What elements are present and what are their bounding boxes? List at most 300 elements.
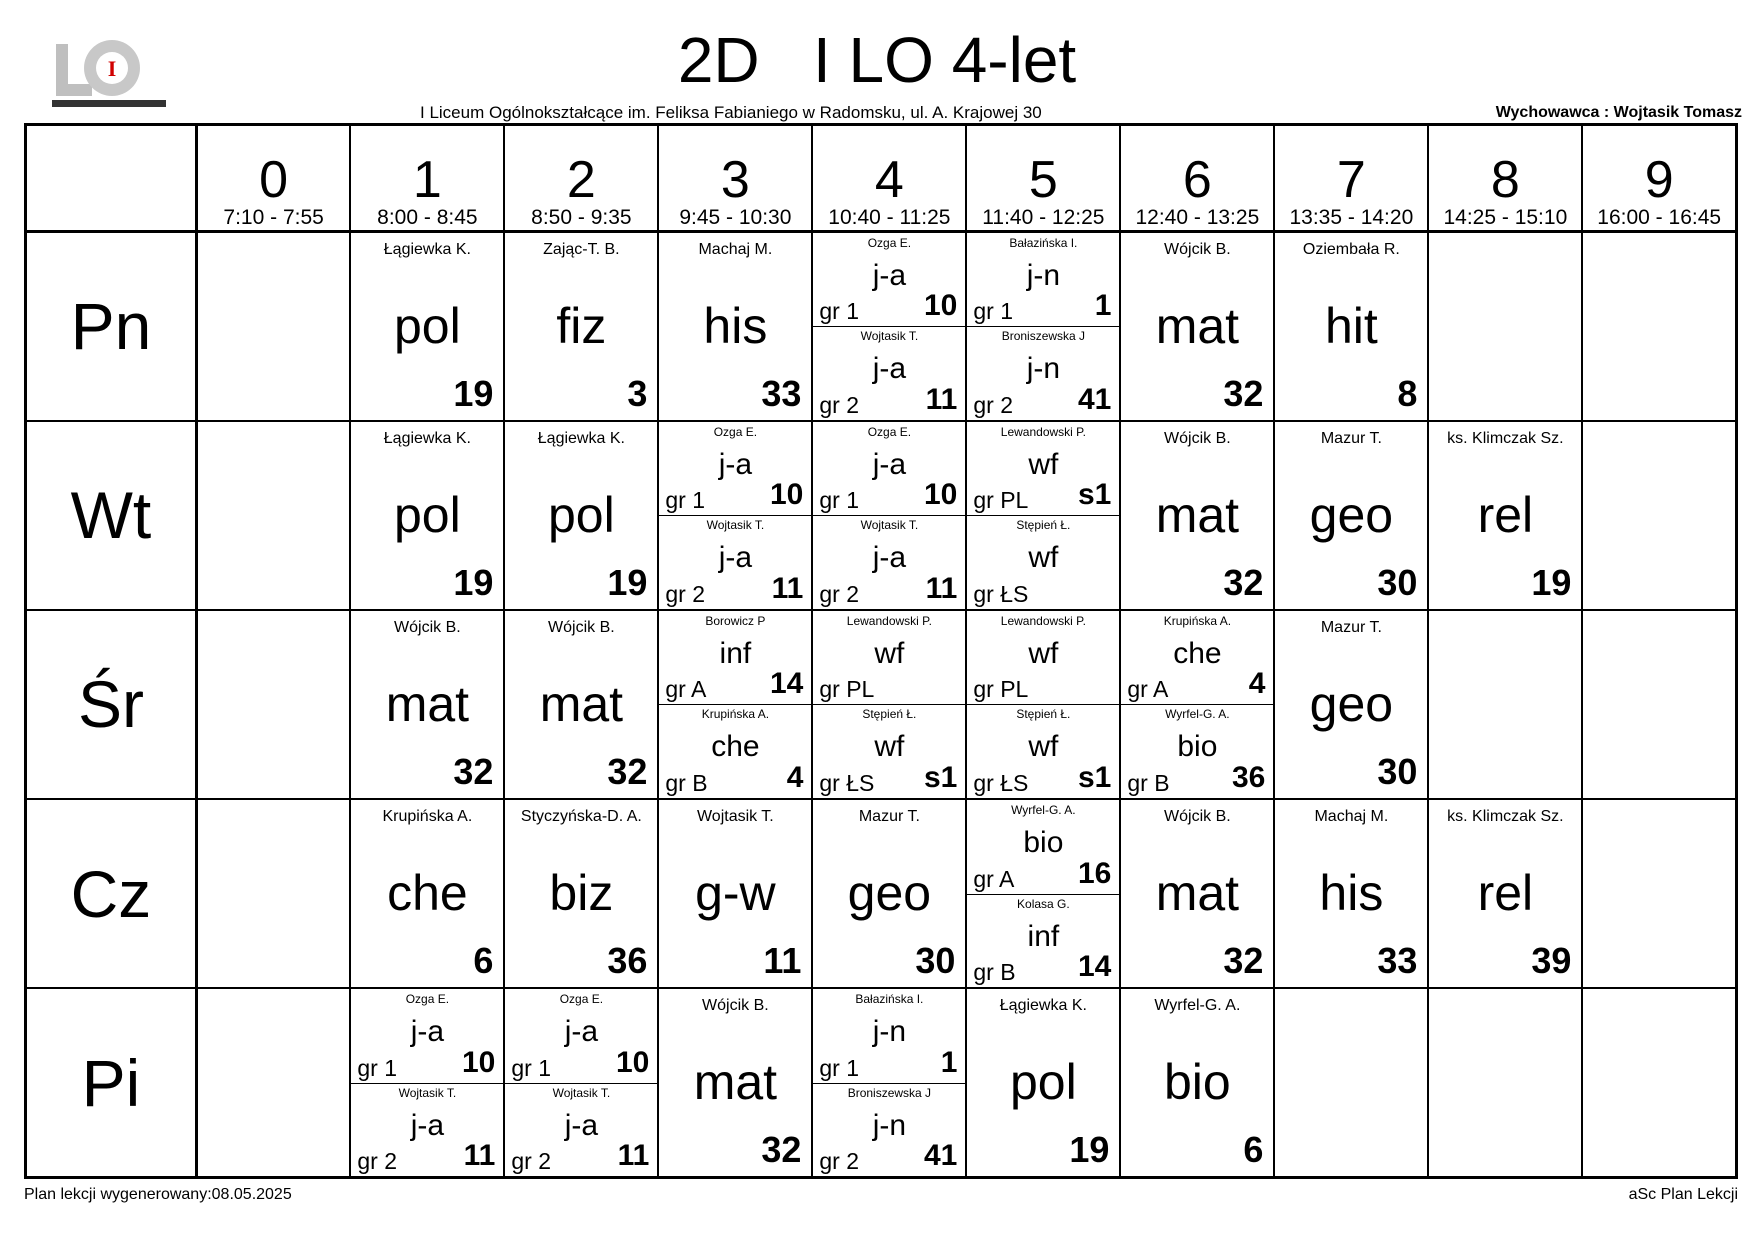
room-number: 32	[453, 751, 494, 793]
group-name: gr A	[665, 676, 707, 703]
empty-cell	[1582, 610, 1736, 799]
teacher-name: Wyrfel-G. A.	[1154, 997, 1241, 1015]
group-lesson[interactable]	[659, 422, 811, 517]
room-number: 41	[924, 1139, 958, 1172]
group-name: gr 1	[819, 487, 860, 514]
subject-name: geo	[1309, 486, 1394, 543]
empty-cell	[196, 799, 350, 988]
room-number: 1	[1094, 289, 1112, 323]
room-number: 32	[1223, 372, 1264, 414]
teacher-name: Oziembała R.	[1302, 241, 1400, 258]
teacher-name: Broniszewska J	[847, 1085, 932, 1100]
subject-name: j-a	[718, 447, 753, 481]
group-lesson[interactable]	[351, 989, 503, 1083]
subject-name: bio	[1164, 1054, 1231, 1111]
lesson[interactable]	[1121, 800, 1273, 987]
group-lesson[interactable]	[967, 894, 1119, 988]
room-number: 32	[1223, 561, 1264, 603]
day-label: Pi	[26, 988, 197, 1177]
group-lesson[interactable]	[967, 704, 1119, 798]
lesson[interactable]	[1121, 989, 1273, 1176]
lesson[interactable]	[351, 800, 503, 987]
lesson[interactable]	[659, 989, 811, 1176]
group-name: gr 1	[973, 298, 1014, 325]
lesson-cell[interactable]	[1120, 799, 1274, 988]
group-lesson[interactable]	[967, 422, 1119, 517]
period-header-7	[1274, 125, 1428, 232]
room-number: 11	[771, 571, 804, 605]
period-header-6	[1120, 125, 1274, 232]
period-header-8	[1428, 125, 1582, 232]
group-lesson[interactable]	[813, 233, 965, 327]
logo-underline	[52, 100, 166, 107]
subject-name: j-a	[564, 1108, 599, 1142]
room-number: 10	[770, 478, 804, 512]
room-number: 19	[1531, 561, 1572, 603]
subject-name: pol	[1010, 1054, 1077, 1111]
room-number: 30	[915, 940, 956, 982]
period-number: 8	[1490, 151, 1520, 209]
teacher-name: Wójcik B.	[1164, 429, 1231, 447]
teacher-name: Lewandowski P.	[1000, 424, 1086, 439]
group-name: gr 2	[819, 580, 860, 607]
teacher-name: Styczyńska-D. A.	[520, 808, 642, 826]
teacher-name: Wyrfel-G. A.	[1011, 803, 1076, 818]
subject-name: wf	[1028, 447, 1059, 481]
subject-name: j-n	[872, 1015, 907, 1049]
subject-name: fiz	[556, 298, 607, 354]
lesson-cell[interactable]	[1428, 421, 1582, 610]
group-lesson[interactable]	[1121, 611, 1273, 706]
lesson-cell[interactable]	[1274, 799, 1428, 988]
empty-cell	[196, 610, 350, 799]
group-name: gr PL	[973, 487, 1029, 514]
room-number: 32	[761, 1129, 802, 1170]
subject-name: pol	[394, 486, 461, 543]
room-number: s1	[1078, 478, 1112, 512]
teacher-name: Łągiewka K.	[383, 429, 471, 447]
period-number: 1	[412, 151, 442, 209]
day-row-Cz	[26, 799, 1737, 988]
room-number: 19	[607, 561, 648, 603]
period-number: 4	[874, 151, 904, 209]
subject-name: j-a	[872, 447, 907, 481]
subject-name: wf	[1028, 541, 1059, 575]
empty-cell	[1428, 232, 1582, 421]
subject-name: che	[387, 865, 468, 922]
group-name: gr B	[665, 770, 708, 797]
lesson[interactable]	[1429, 800, 1581, 987]
subject-name: biz	[549, 865, 614, 922]
lesson[interactable]	[1275, 800, 1427, 987]
teacher-name: Łągiewka K.	[999, 997, 1087, 1015]
group-name: gr A	[1127, 676, 1169, 703]
period-number: 6	[1182, 151, 1212, 209]
room-number: 30	[1377, 561, 1418, 603]
lesson-cell[interactable]	[966, 988, 1120, 1177]
group-name: gr ŁS	[819, 770, 875, 797]
period-number: 9	[1644, 151, 1674, 209]
subject-name: wf	[1028, 730, 1059, 764]
day-label: Cz	[26, 799, 197, 988]
group-lesson[interactable]	[967, 611, 1119, 706]
room-number: 10	[924, 289, 958, 323]
lesson-cell[interactable]	[350, 232, 504, 421]
room-number: 1	[940, 1045, 958, 1079]
room-number: 32	[1223, 940, 1264, 982]
period-time: 8:00 - 8:45	[377, 206, 478, 229]
teacher-name: Machaj M.	[1314, 808, 1389, 826]
group-lesson[interactable]	[659, 515, 811, 609]
room-number: 10	[924, 478, 958, 512]
subject-name: geo	[847, 865, 932, 922]
lesson[interactable]	[1275, 422, 1427, 609]
teacher-name: Wójcik B.	[702, 997, 769, 1015]
room-number: 30	[1377, 751, 1418, 793]
empty-cell	[1582, 232, 1736, 421]
lesson[interactable]	[351, 233, 503, 420]
lesson[interactable]	[967, 989, 1119, 1176]
period-time: 9:45 - 10:30	[679, 206, 792, 229]
room-number: 11	[925, 382, 958, 416]
group-name: gr 1	[511, 1054, 552, 1081]
teacher-name: Krupińska A.	[701, 707, 770, 722]
period-header-2	[504, 125, 658, 232]
school-name: I Liceum Ogólnokształcące im. Feliksa Fabianiego w Radomsku, ul. A. Krajowej 30	[420, 103, 1042, 122]
group-name: gr PL	[973, 676, 1029, 703]
room-number: 16	[1078, 856, 1112, 890]
lesson[interactable]	[1275, 233, 1427, 420]
teacher-name: Krupińska A.	[382, 808, 473, 826]
lesson-cell[interactable]	[504, 421, 658, 610]
subject-name: j-a	[718, 541, 753, 575]
teacher-name: Ozga E.	[405, 992, 450, 1007]
lesson[interactable]	[1121, 233, 1273, 420]
empty-cell	[1582, 421, 1736, 610]
subject-name: mat	[1155, 865, 1240, 922]
group-lesson[interactable]	[1121, 704, 1273, 798]
lesson-cell[interactable]	[658, 799, 812, 988]
page-title: 2D I LO 4-let	[677, 24, 1077, 96]
room-number: 19	[1069, 1129, 1110, 1170]
teacher-name: Wójcik B.	[1164, 808, 1231, 826]
lesson-cell[interactable]	[350, 610, 504, 799]
group-lesson[interactable]	[813, 515, 965, 609]
teacher-name: Ozga E.	[867, 236, 912, 250]
lesson[interactable]	[351, 422, 503, 609]
lesson-cell[interactable]	[658, 232, 812, 421]
room-number: 10	[616, 1045, 650, 1079]
teacher-name: Wójcik B.	[548, 618, 615, 636]
group-lesson[interactable]	[659, 611, 811, 706]
empty-cell	[196, 232, 350, 421]
group-lesson[interactable]	[659, 704, 811, 798]
period-number: 3	[720, 151, 750, 209]
lesson-cell[interactable]	[812, 610, 966, 799]
room-number: 11	[463, 1139, 496, 1172]
subject-name: his	[703, 298, 768, 354]
lesson-cell[interactable]	[1274, 421, 1428, 610]
lesson-cell[interactable]	[504, 799, 658, 988]
teacher-name: Bałazińska I.	[855, 992, 924, 1007]
room-number: 6	[1243, 1129, 1264, 1170]
subject-name: mat	[539, 675, 624, 732]
group-name: gr B	[973, 959, 1016, 986]
room-number: s1	[1078, 761, 1112, 795]
teacher-name: Bałazińska I.	[1009, 236, 1078, 250]
lesson[interactable]	[1275, 611, 1427, 798]
generated-date: Plan lekcji wygenerowany:08.05.2025	[24, 1186, 292, 1203]
lesson[interactable]	[505, 800, 657, 987]
group-name: gr 1	[819, 1054, 860, 1081]
day-row-Pi	[26, 988, 1737, 1177]
lesson-cell[interactable]	[812, 421, 966, 610]
lesson-cell[interactable]	[350, 421, 504, 610]
group-lesson[interactable]	[967, 515, 1119, 609]
room-number: 33	[761, 372, 802, 414]
group-lesson[interactable]	[967, 800, 1119, 895]
lesson[interactable]	[659, 800, 811, 987]
teacher-name: Zając-T. B.	[543, 241, 620, 258]
group-name: gr 2	[973, 391, 1014, 418]
room-number: 4	[786, 761, 804, 795]
lesson-cell[interactable]	[1120, 610, 1274, 799]
day-row-Pn	[26, 232, 1737, 421]
room-number: 41	[1078, 382, 1112, 416]
period-time: 16:00 - 16:45	[1597, 206, 1722, 229]
teacher-name: Wojtasik T.	[696, 808, 774, 826]
period-number: 7	[1336, 151, 1366, 209]
day-label: Wt	[26, 421, 197, 610]
subject-name: mat	[1155, 486, 1240, 543]
day-row-Śr	[26, 610, 1737, 799]
period-number: 5	[1028, 151, 1058, 209]
lesson-cell[interactable]	[966, 421, 1120, 610]
lesson-cell[interactable]	[350, 799, 504, 988]
teacher-name: Ozga E.	[867, 424, 912, 439]
group-lesson[interactable]	[813, 326, 965, 419]
group-lesson[interactable]	[505, 1083, 657, 1176]
software-name: aSc Plan Lekcji	[1628, 1186, 1738, 1203]
subject-name: wf	[874, 730, 905, 764]
room-number: 11	[617, 1139, 650, 1172]
subject-name: mat	[1155, 298, 1240, 354]
teacher-name: Wojtasik T.	[706, 518, 765, 533]
teacher-name: Wojtasik T.	[860, 329, 919, 344]
teacher-name: Mazur T.	[1320, 429, 1382, 447]
period-time: 11:40 - 12:25	[982, 206, 1105, 229]
subject-name: j-a	[872, 259, 907, 292]
period-time: 12:40 - 13:25	[1135, 206, 1260, 229]
subject-name: wf	[1028, 636, 1059, 670]
lesson[interactable]	[505, 422, 657, 609]
period-header-9	[1582, 125, 1736, 232]
day-row-Wt	[26, 421, 1737, 610]
lesson-cell[interactable]	[966, 799, 1120, 988]
room-number: 36	[1232, 761, 1266, 795]
group-name: gr B	[1127, 770, 1170, 797]
lesson-cell[interactable]	[1120, 421, 1274, 610]
group-name: gr 2	[511, 1148, 552, 1174]
group-lesson[interactable]	[813, 989, 965, 1083]
subject-name: mat	[693, 1054, 778, 1111]
subject-name: bio	[1177, 730, 1218, 764]
lesson-cell[interactable]	[812, 988, 966, 1177]
teacher-name: Wyrfel-G. A.	[1165, 707, 1230, 722]
group-name: gr 2	[819, 1148, 860, 1174]
lesson-cell[interactable]	[1428, 799, 1582, 988]
subject-name: bio	[1023, 826, 1064, 860]
teacher-name: Kolasa G.	[1017, 896, 1070, 911]
logo-letter: I	[107, 56, 117, 81]
lesson-cell[interactable]	[1274, 610, 1428, 799]
room-number: 33	[1377, 940, 1418, 982]
room-number: 4	[1248, 667, 1266, 701]
lesson-cell[interactable]	[966, 232, 1120, 421]
teacher-name: Wojtasik T.	[552, 1085, 611, 1100]
period-number: 2	[566, 151, 596, 209]
subject-name: mat	[385, 675, 470, 732]
lesson[interactable]	[813, 800, 965, 987]
group-lesson[interactable]	[813, 611, 965, 706]
subject-name: j-n	[1026, 352, 1061, 386]
lesson[interactable]	[351, 611, 503, 798]
lesson-cell[interactable]	[504, 988, 658, 1177]
teacher-name: Mazur T.	[858, 808, 920, 826]
teacher-name: Łągiewka K.	[383, 241, 471, 258]
corner-cell	[26, 125, 197, 232]
period-number: 0	[259, 151, 289, 209]
teacher-name: Stępień Ł.	[1016, 518, 1071, 533]
subject-name: j-a	[872, 352, 907, 386]
lesson[interactable]	[1429, 422, 1581, 609]
subject-name: j-a	[564, 1015, 599, 1049]
period-header-0	[196, 125, 350, 232]
period-time: 7:10 - 7:55	[223, 206, 324, 229]
subject-name: rel	[1477, 865, 1534, 922]
lesson-cell[interactable]	[812, 799, 966, 988]
lesson[interactable]	[1121, 422, 1273, 609]
room-number: 3	[627, 372, 648, 414]
group-name: gr 2	[357, 1148, 398, 1174]
period-time: 10:40 - 11:25	[828, 206, 951, 229]
lesson-cell[interactable]	[812, 232, 966, 421]
group-name: gr 1	[665, 487, 706, 514]
lesson[interactable]	[659, 233, 811, 420]
teacher-name: Wojtasik T.	[860, 518, 919, 533]
teacher-name: Borowicz P	[705, 613, 766, 628]
lesson-cell[interactable]	[1120, 988, 1274, 1177]
subject-name: che	[711, 730, 760, 764]
group-name: gr 2	[665, 580, 706, 607]
lesson-cell[interactable]	[658, 610, 812, 799]
subject-name: j-n	[872, 1108, 907, 1142]
group-lesson[interactable]	[813, 704, 965, 798]
room-number: 11	[763, 940, 802, 982]
room-number: 14	[1078, 950, 1112, 984]
teacher-name: Stępień Ł.	[1016, 707, 1071, 722]
group-lesson[interactable]	[967, 326, 1119, 419]
teacher-name: Łągiewka K.	[537, 429, 625, 447]
period-header-1	[350, 125, 504, 232]
teacher-name: Broniszewska J	[1001, 329, 1086, 344]
subject-name: geo	[1309, 675, 1394, 732]
empty-cell	[196, 421, 350, 610]
room-number: 19	[453, 561, 494, 603]
subject-name: inf	[1027, 919, 1060, 953]
lesson[interactable]	[505, 611, 657, 798]
lesson-cell[interactable]	[504, 232, 658, 421]
empty-cell	[1428, 988, 1582, 1177]
lesson-cell[interactable]	[658, 988, 812, 1177]
timetable	[24, 123, 1738, 1179]
teacher-name: ks. Klimczak Sz.	[1447, 808, 1564, 826]
room-number: 6	[473, 940, 494, 982]
lesson-cell[interactable]	[966, 610, 1120, 799]
group-lesson[interactable]	[813, 1083, 965, 1176]
group-lesson[interactable]	[351, 1083, 503, 1176]
teacher-name: Machaj M.	[698, 241, 773, 258]
lesson-cell[interactable]	[658, 421, 812, 610]
subject-name: his	[1319, 865, 1384, 922]
period-header-3	[658, 125, 812, 232]
teacher-name: Mazur T.	[1320, 618, 1382, 636]
subject-name: inf	[719, 636, 752, 670]
room-number: s1	[924, 761, 958, 795]
group-name: gr ŁS	[973, 770, 1029, 797]
room-number: 11	[925, 571, 958, 605]
empty-cell	[1428, 610, 1582, 799]
room-number: 14	[770, 667, 804, 701]
subject-name: wf	[874, 636, 905, 670]
group-lesson[interactable]	[505, 989, 657, 1083]
subject-name: j-a	[872, 541, 907, 575]
subject-name: j-a	[410, 1108, 445, 1142]
subject-name: g-w	[695, 865, 776, 922]
lesson-cell[interactable]	[350, 988, 504, 1177]
subject-name: j-a	[410, 1015, 445, 1049]
room-number: 32	[607, 751, 648, 793]
period-header-5	[966, 125, 1120, 232]
teacher-name: Ozga E.	[559, 992, 604, 1007]
group-name: gr A	[973, 865, 1015, 892]
subject-name: che	[1173, 636, 1222, 670]
group-name: gr 1	[357, 1054, 398, 1081]
empty-cell	[1582, 799, 1736, 988]
lesson-cell[interactable]	[1120, 232, 1274, 421]
period-time: 13:35 - 14:20	[1289, 206, 1414, 229]
lesson-cell[interactable]	[1274, 232, 1428, 421]
empty-cell	[1582, 988, 1736, 1177]
teacher-name: Stępień Ł.	[862, 707, 917, 722]
subject-name: hit	[1324, 298, 1378, 354]
teacher-name: Krupińska A.	[1163, 613, 1232, 628]
day-label: Pn	[26, 232, 197, 421]
subject-name: rel	[1477, 486, 1534, 543]
lesson[interactable]	[505, 233, 657, 420]
group-lesson[interactable]	[967, 233, 1119, 327]
group-lesson[interactable]	[813, 422, 965, 517]
period-time: 8:50 - 9:35	[531, 206, 632, 229]
day-label: Śr	[26, 610, 197, 799]
subject-name: j-n	[1026, 259, 1061, 292]
lesson-cell[interactable]	[504, 610, 658, 799]
teacher-name: Lewandowski P.	[846, 613, 932, 628]
group-name: gr PL	[819, 676, 875, 703]
subject-name: pol	[394, 298, 461, 354]
room-number: 19	[453, 372, 494, 414]
teacher-name: Wójcik B.	[1164, 241, 1231, 258]
